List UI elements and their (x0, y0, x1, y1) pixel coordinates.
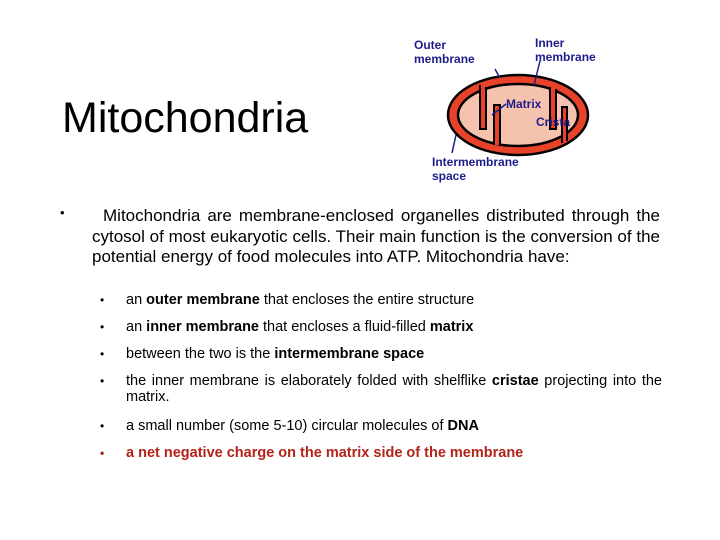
bullet-marker: • (100, 347, 105, 361)
list-item-text: the inner membrane is elaborately folded with shelflike (126, 373, 492, 389)
intermembrane-space-label-text: Intermembrane space (432, 155, 519, 183)
bullet-marker: • (100, 320, 105, 334)
bullet-marker: • (100, 419, 105, 433)
bullet-marker: • (100, 293, 105, 307)
matrix-label: Matrix (506, 97, 542, 111)
feature-list (100, 292, 662, 461)
list-item-emphasis: outer membrane (146, 292, 260, 308)
list-item (100, 346, 662, 362)
list-item-text: between the two is the (126, 346, 275, 362)
list-item-text: an (126, 292, 147, 308)
list-item-text: projecting into the matrix. (126, 373, 662, 405)
list-item-text: a small number (some 5-10) circular molecules of (126, 418, 448, 434)
list-item-text: a net negative charge on the matrix side of the membrane (126, 445, 524, 461)
list-item-emphasis: DNA (447, 418, 479, 434)
list-item-highlight (100, 445, 662, 461)
crista-fold-1 (480, 85, 486, 129)
inner-membrane-label-text: Inner membrane (535, 36, 596, 64)
list-item (100, 418, 662, 434)
intermembrane-space-label (432, 155, 519, 183)
outer-membrane-label (414, 38, 475, 66)
list-item-text: that encloses a fluid-filled (259, 319, 430, 335)
bullet-marker: • (100, 374, 105, 388)
list-item-text: an (126, 319, 147, 335)
list-item (100, 319, 662, 335)
bullet-marker: • (100, 446, 105, 460)
outer-membrane-label-text: Outer membrane (414, 38, 475, 66)
main-paragraph: Mitochondria are membrane-enclosed organelles distributed through the cytosol of most eukaryotic cells. Their main function is the conversion of the potential energy of food molecules into ATP. Mitochondria have: (92, 206, 660, 266)
list-item-emphasis: cristae (491, 373, 539, 389)
main-bullet-marker: • (60, 205, 65, 220)
inner-membrane-label (535, 36, 596, 64)
mitochondrion-diagram (400, 25, 720, 190)
list-item (100, 373, 662, 405)
crista-label: Crista (536, 115, 571, 129)
list-item-emphasis: inner membrane (146, 319, 259, 335)
list-item (100, 292, 662, 308)
list-item-emphasis: intermembrane space (274, 346, 425, 362)
list-item-emphasis: matrix (429, 319, 474, 335)
intermembrane-leader (452, 135, 456, 153)
slide-title: Mitochondria (62, 94, 309, 142)
list-item-text: that encloses the entire structure (259, 292, 475, 308)
